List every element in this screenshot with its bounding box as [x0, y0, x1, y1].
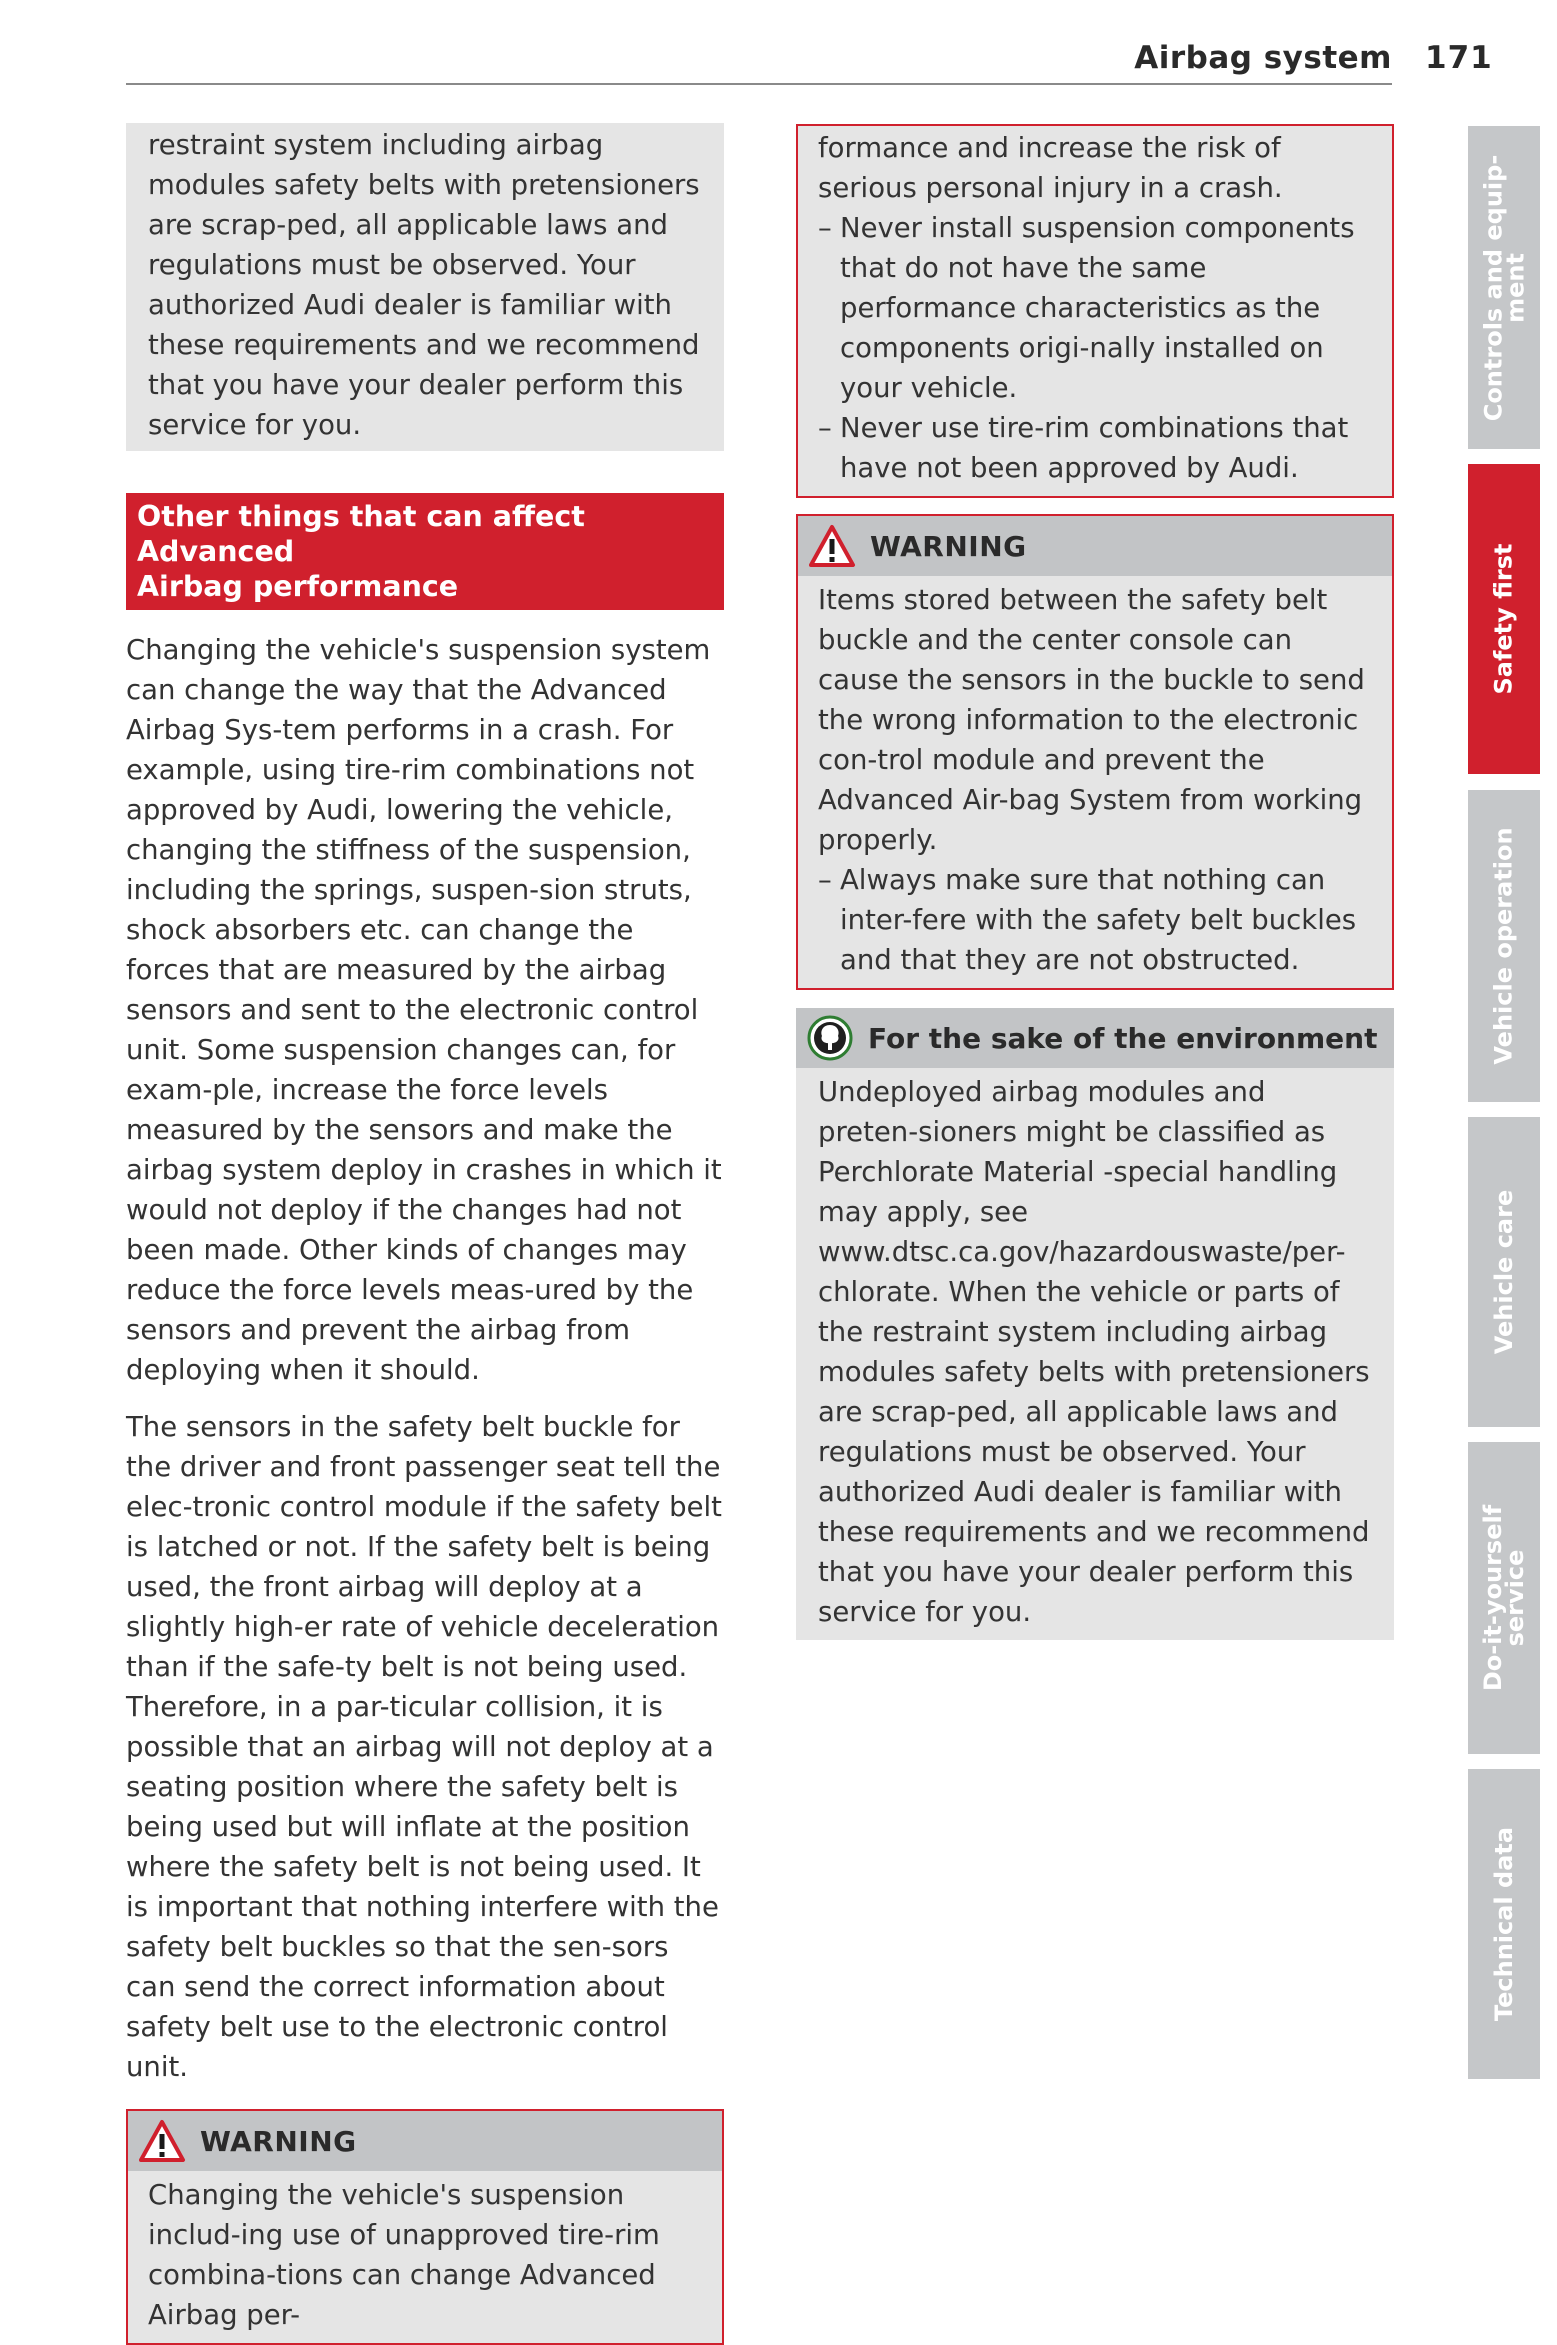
- environment-header: [796, 1008, 1394, 1068]
- body-paragraph-suspension: Changing the vehicle's suspension system can change the way that the Advanced Airbag Sys-tem performs in a crash. For example, using tire-rim combinations not approved by Audi, lowering the vehicle, changing the stiffness of the suspension, including the springs, suspen-sion struts, shock absorbers etc. can change the forces that are measured by the airbag sensors and sent to the electronic control unit. Some suspension changes can, for exam-ple, increase the force levels measured by the sensors and make the airbag system deploy in crashes in which it would not deploy if the changes had not been made. Other kinds of changes may reduce the force levels meas-ured by the sensors and prevent the airbag from deploying when it should.: [126, 634, 722, 1386]
- environment-note-box: [796, 1008, 1394, 1640]
- dash-bullet: –: [818, 412, 832, 444]
- tab-label: Vehicle care: [1490, 1189, 1519, 1355]
- warning-text: Items stored between the safety belt buckle and the center console can cause the sensors in the buckle to send the wrong information to the electronic con-trol module and prevent the Advanced Air-bag System from working properly.: [818, 584, 1365, 856]
- continued-note-text: restraint system including airbag modules safety belts with pretensioners are scrap-ped, all applicable laws and regulations must be observed. Your authorized Audi dealer is familiar with these requirements and we recommend that you have your dealer perform this service for you.: [148, 129, 700, 441]
- left-column: [126, 123, 724, 2345]
- header-rule: [126, 83, 1392, 85]
- warning-header: [798, 516, 1392, 576]
- section-heading: [126, 493, 724, 610]
- warning-continued-text: formance and increase the risk of serious personal injury in a crash.: [818, 132, 1283, 204]
- tab-controls-and-equipment[interactable]: [1468, 126, 1540, 449]
- list-item-text: Never install suspension components that do not have the same performance characteristics as the components origi-nally installed on your vehicle.: [840, 212, 1355, 404]
- body-paragraph-sensors: The sensors in the safety belt buckle for the driver and front passenger seat tell the elec-tronic control module if the safety belt is latched or not. If the safety belt is being used, the front airbag will deploy at a slightly high-er rate of vehicle deceleration than if the safe-ty belt is not being used. Therefore, in a par-ticular collision, it is possible that an airbag will not deploy at a seating position where the safety belt is being used but will inflate at the position where the safety belt is not being used. It is important that nothing interfere with the safety belt buckles so that the sen-sors can send the correct information about safety belt use to the electronic control unit.: [126, 1411, 722, 2083]
- warning-box-suspension: [126, 2109, 724, 2345]
- list-item: [818, 208, 1372, 408]
- list-item: [818, 408, 1372, 488]
- section-title: Airbag system: [1134, 40, 1392, 76]
- warning-box-continued: [796, 124, 1394, 498]
- tab-label: Technical data: [1490, 1826, 1519, 2022]
- list-item-text: Always make sure that nothing can inter-fere with the safety belt buckles and that they are not obstructed.: [840, 864, 1357, 976]
- dash-bullet: –: [818, 864, 832, 896]
- warning-triangle-icon: [808, 524, 856, 568]
- warning-body: [128, 2171, 722, 2343]
- tab-label: Safety first: [1490, 543, 1518, 695]
- tab-vehicle-operation[interactable]: [1468, 790, 1540, 1102]
- right-column: [796, 124, 1394, 1640]
- warning-triangle-icon: [138, 2119, 186, 2163]
- list-item: [818, 860, 1372, 980]
- continued-note-box: [126, 123, 724, 451]
- tab-label: Do-it-yourself service: [1479, 1504, 1530, 1692]
- warning-body: [798, 576, 1392, 988]
- warning-box-buckle: [796, 514, 1394, 990]
- section-heading-line1: Other things that can affect Advanced: [137, 500, 585, 568]
- page-number: 171: [1425, 40, 1493, 76]
- tab-safety-first[interactable]: [1468, 464, 1540, 774]
- tab-label: Vehicle operation: [1490, 827, 1518, 1065]
- environment-body: [796, 1068, 1394, 1640]
- list-item-text: Never use tire-rim combinations that have not been approved by Audi.: [840, 412, 1349, 484]
- warning-text: Changing the vehicle's suspension includ-ing use of unapproved tire-rim combina-tions can change Advanced Airbag per-: [148, 2179, 660, 2331]
- warning-continued-body: [798, 126, 1392, 496]
- tab-technical-data[interactable]: [1468, 1769, 1540, 2079]
- warning-label: WARNING: [870, 529, 1027, 563]
- dash-bullet: –: [818, 212, 832, 244]
- tab-vehicle-care[interactable]: [1468, 1117, 1540, 1427]
- warning-header: [128, 2111, 722, 2171]
- tree-icon: [806, 1014, 854, 1062]
- section-heading-line2: Airbag performance: [137, 570, 459, 603]
- tab-do-it-yourself-service[interactable]: [1468, 1442, 1540, 1754]
- tab-label: Controls and equip- ment: [1479, 154, 1530, 421]
- environment-text: Undeployed airbag modules and preten-sioners might be classified as Perchlorate Material -special handling may apply, see www.dtsc.ca.gov/hazardouswaste/per-chlorate. When the vehicle or parts of the restraint system including airbag modules safety belts with pretensioners are scrap-ped, all applicable laws and regulations must be observed. Your authorized Audi dealer is familiar with these requirements and we recommend that you have your dealer perform this service for you.: [818, 1076, 1370, 1628]
- environment-label: For the sake of the environment: [868, 1021, 1378, 1055]
- warning-label: WARNING: [200, 2124, 357, 2158]
